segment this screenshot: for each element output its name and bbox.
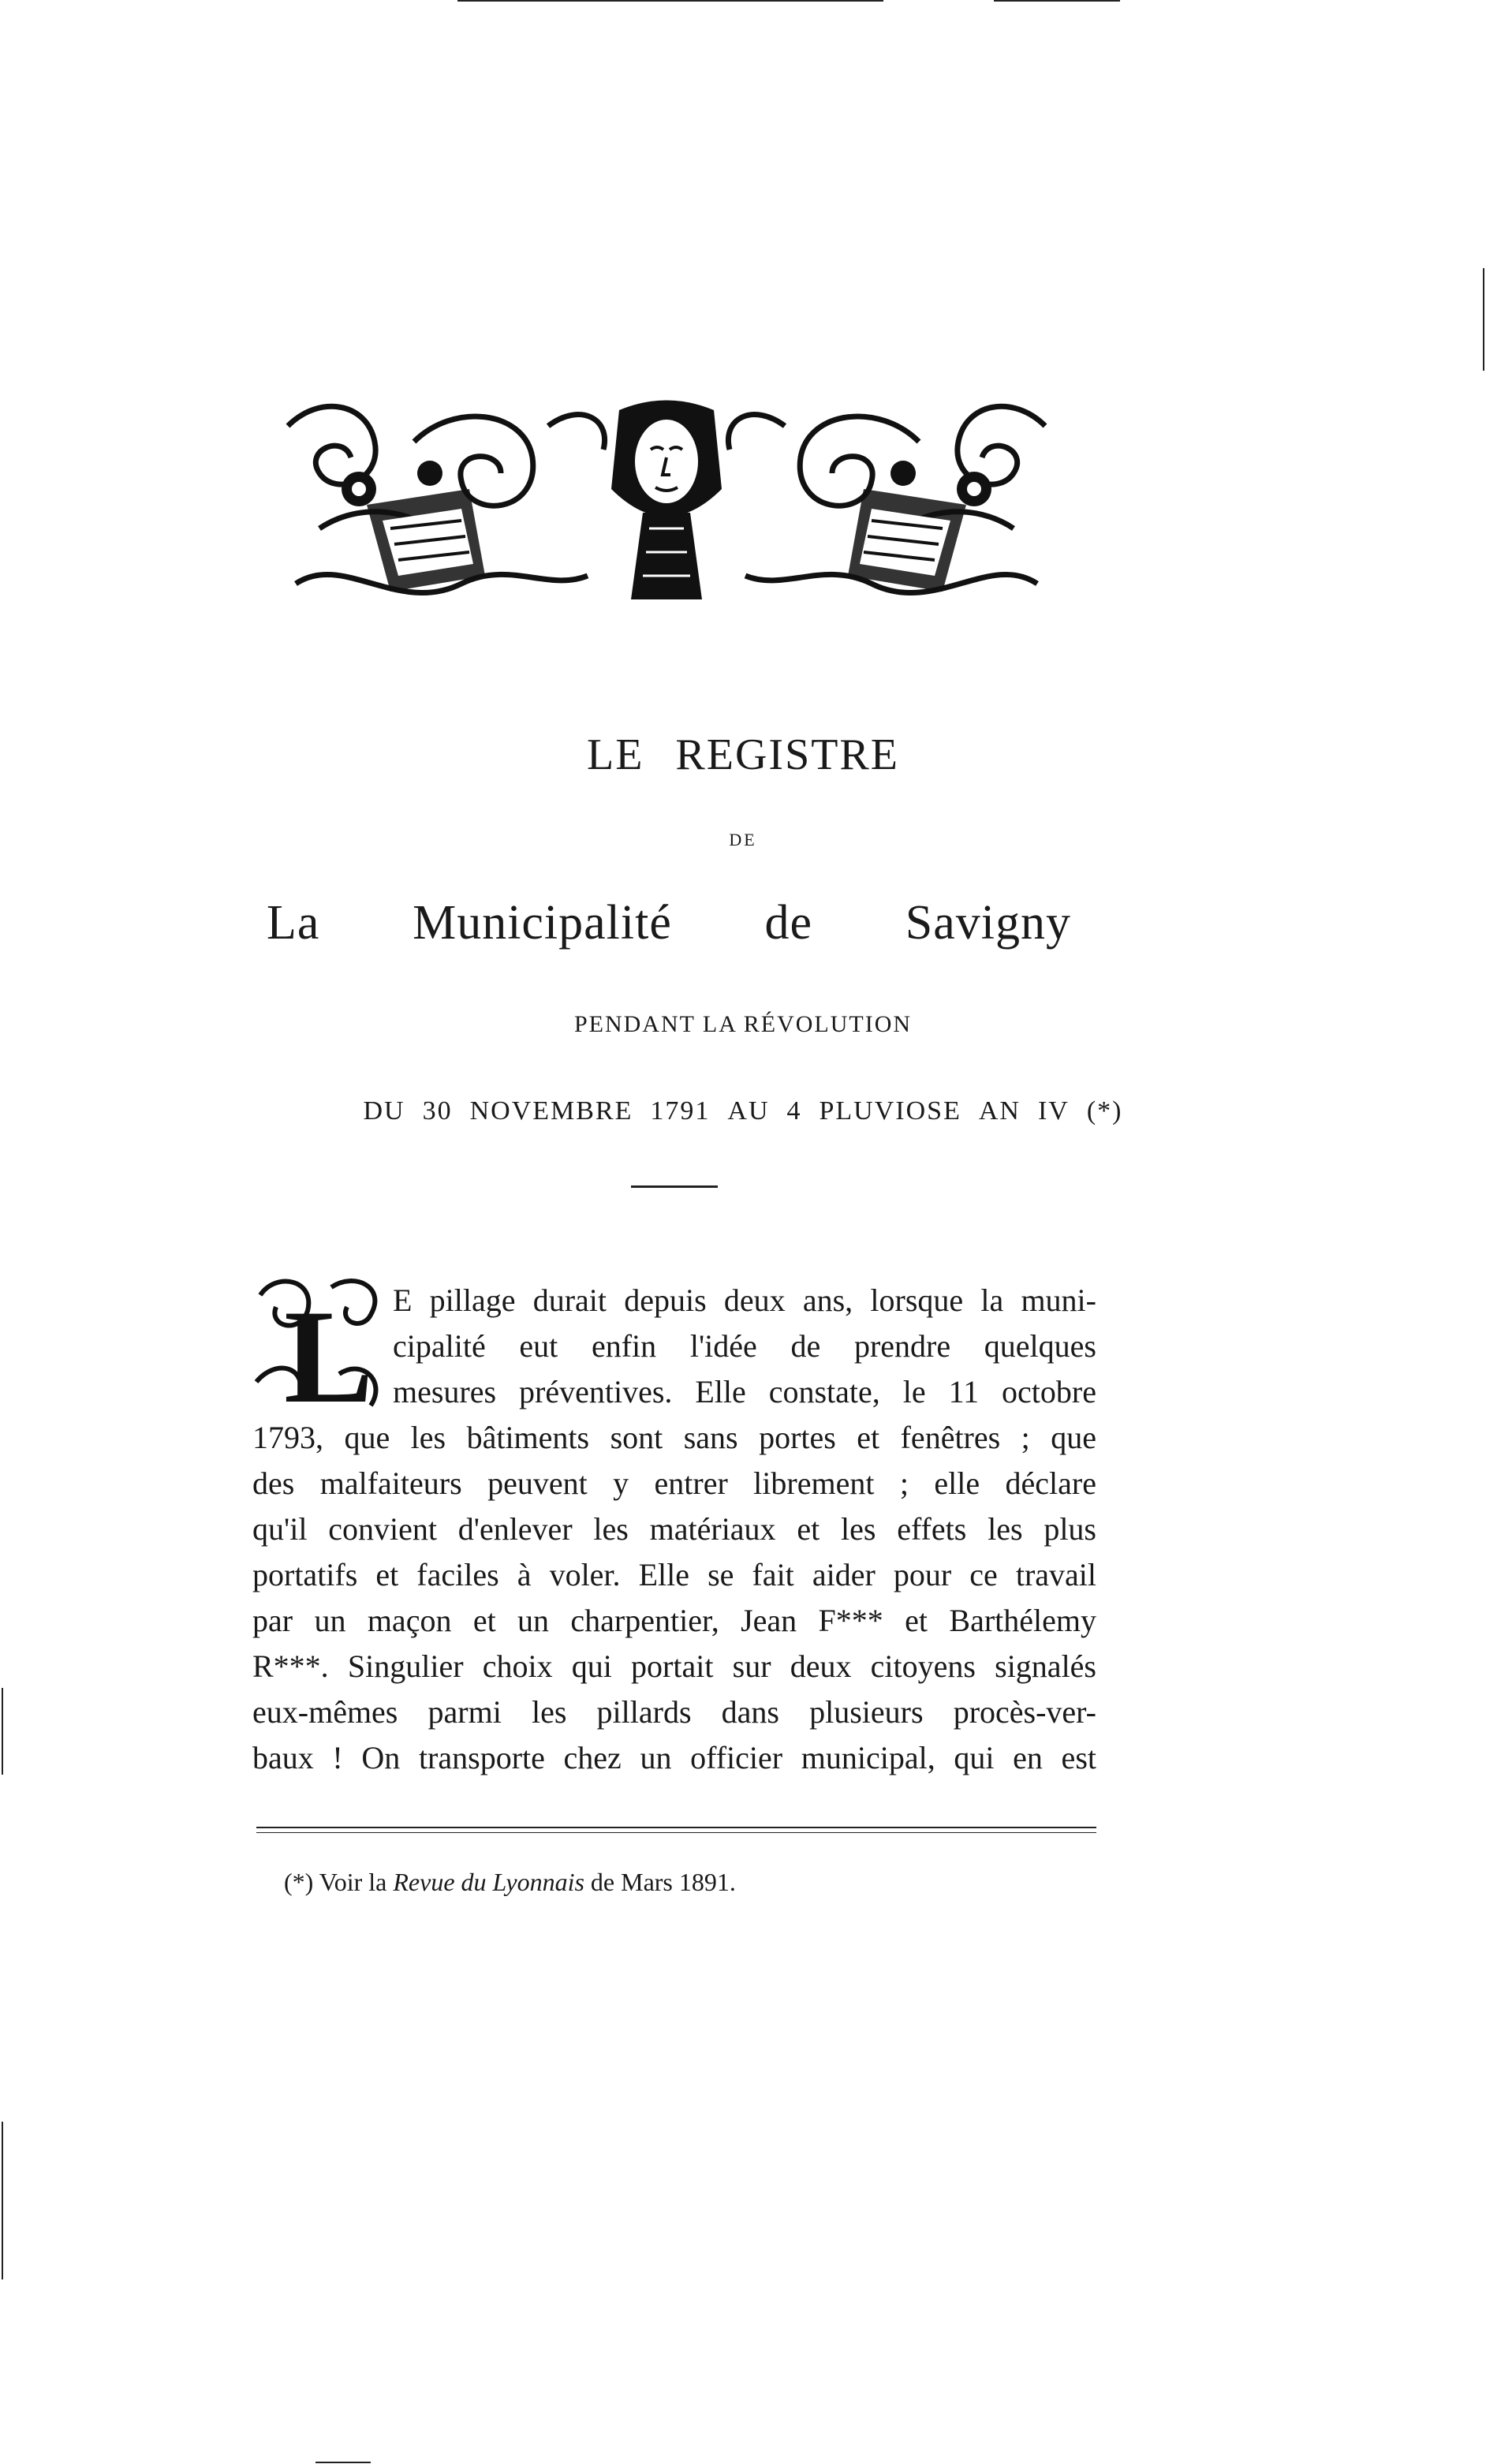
title-word-registre: REGISTRE [675, 730, 899, 779]
ornamental-headpiece [272, 394, 1061, 623]
date-an: AN [978, 1096, 1021, 1126]
paragraph-line: R***. Singulier choix qui portait sur deux citoyens signalés [252, 1648, 1096, 1684]
scan-artifact-right-1 [1483, 268, 1484, 371]
subtitle: PENDANT LA RÉVOLUTION [573, 1011, 913, 1037]
scan-artifact-top-1 [457, 0, 883, 2]
title-de: DE [729, 830, 757, 849]
title-main-word-1: La [267, 896, 320, 950]
footnote [284, 1868, 736, 1897]
paragraph-line: par un maçon et un charpentier, Jean F*** et Barthélemy [252, 1603, 1096, 1638]
footnote-suffix: de Mars 1891. [590, 1868, 736, 1896]
paragraph-line: baux ! On transporte chez un officier municipal, qui en est [252, 1740, 1096, 1775]
title-le-registre [0, 730, 1486, 780]
footnote-rule [256, 1827, 1096, 1828]
title-main-word-4: Savigny [905, 896, 1071, 950]
date-note-mark: (*) [1086, 1096, 1123, 1126]
scan-artifact-top-2 [994, 0, 1120, 2]
date-du: DU [363, 1096, 405, 1126]
date-range [0, 1096, 1486, 1126]
paragraph-line: mesures préventives. Elle constate, le 11 octobre [393, 1374, 1096, 1409]
date-year-1: 1791 [650, 1096, 711, 1126]
scan-artifact-bottom-1 [315, 2462, 371, 2463]
date-day-1: 30 [422, 1096, 453, 1126]
paragraph-line: E pillage durait depuis deux ans, lorsque la muni- [393, 1282, 1096, 1318]
date-au: AU [727, 1096, 770, 1126]
drop-cap-letter: L [284, 1282, 374, 1412]
footnote-mark: (*) [284, 1868, 314, 1896]
scan-artifact-left-2 [2, 2122, 3, 2279]
paragraph-line: portatifs et faciles à voler. Elle se fait aider pour ce travail [252, 1557, 1096, 1592]
scan-artifact-left-1 [2, 1688, 3, 1775]
title-word-le: LE [587, 730, 644, 779]
title-main-word-2: Municipalité [413, 896, 672, 950]
date-month-2: PLUVIOSE [819, 1096, 961, 1126]
title-main-word-3: de [764, 896, 813, 950]
paragraph-line: 1793, que les bâtiments sont sans portes et fenêtres ; que [252, 1420, 1096, 1455]
paragraph-line: eux-mêmes parmi les pillards dans plusieurs procès-ver- [252, 1694, 1096, 1730]
title-divider [631, 1185, 718, 1188]
title-main [267, 895, 1071, 951]
paragraph-line: des malfaiteurs peuvent y entrer librement ; elle déclare [252, 1465, 1096, 1501]
footnote-rule-secondary [256, 1832, 1096, 1833]
footnote-prefix: Voir la [319, 1868, 387, 1896]
footnote-journal: Revue du Lyonnais [393, 1868, 584, 1896]
paragraph-line: cipalité eut enfin l'idée de prendre quelques [393, 1328, 1096, 1364]
date-day-2: 4 [786, 1096, 802, 1126]
paragraph-line: qu'il convient d'enlever les matériaux et les effets les plus [252, 1511, 1096, 1547]
date-year-2: IV [1037, 1096, 1070, 1126]
body-paragraph [252, 1278, 1096, 1781]
date-month-1: NOVEMBRE [469, 1096, 633, 1126]
